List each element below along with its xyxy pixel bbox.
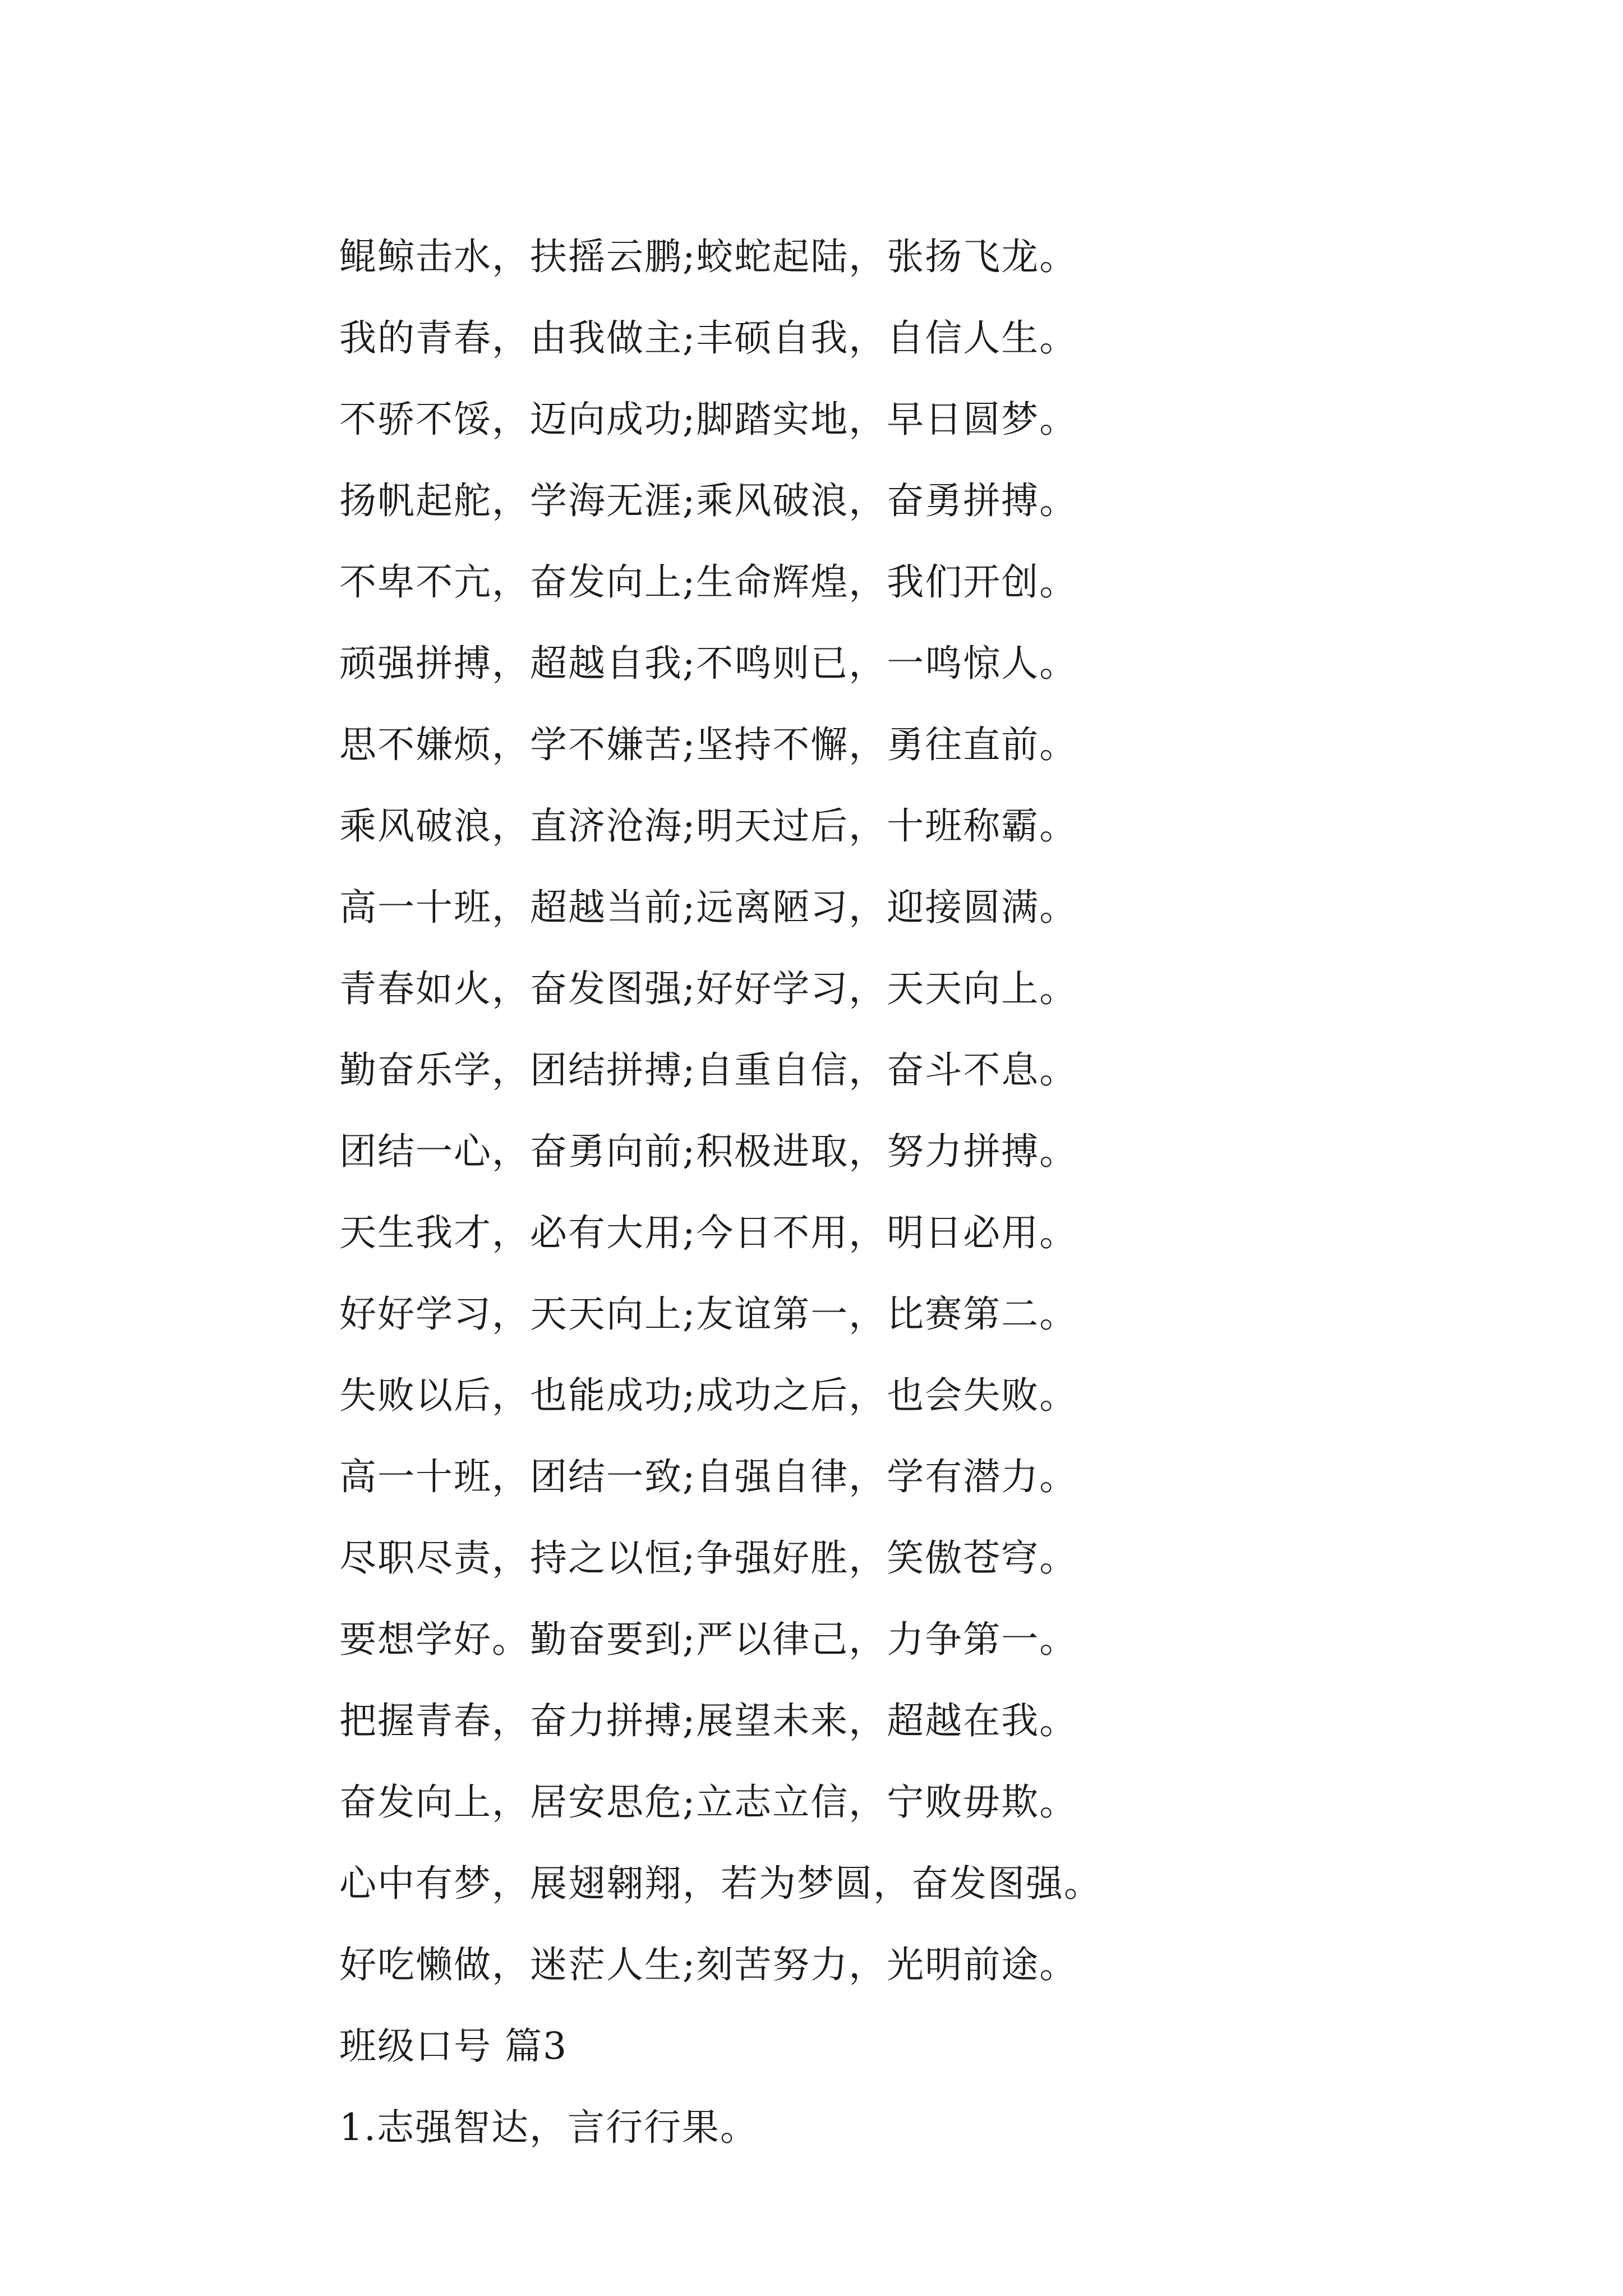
slogan-line: 天生我才，必有大用;今日不用，明日必用。 <box>339 1211 1078 1254</box>
slogan-list <box>339 216 1562 2168</box>
slogan-line: 尽职尽责，持之以恒;争强好胜，笑傲苍穹。 <box>339 1536 1078 1580</box>
slogan-line: 好好学习，天天向上;友谊第一，比赛第二。 <box>339 1292 1078 1336</box>
slogan-line: 失败以后，也能成功;成功之后，也会失败。 <box>339 1374 1078 1417</box>
slogan-line: 高一十班，超越当前;远离陋习，迎接圆满。 <box>339 886 1078 929</box>
slogan-line: 思不嫌烦，学不嫌苦;坚持不懈，勇往直前。 <box>339 723 1078 766</box>
numbered-item: 1.志强智达，言行行果。 <box>339 2106 758 2149</box>
slogan-line: 顽强拼搏，超越自我;不鸣则已，一鸣惊人。 <box>339 642 1078 685</box>
slogan-line: 不骄不馁，迈向成功;脚踏实地，早日圆梦。 <box>339 398 1078 441</box>
slogan-line: 鲲鲸击水，扶摇云鹏;蛟蛇起陆，张扬飞龙。 <box>339 235 1078 278</box>
slogan-line: 要想学好。勤奋要到;严以律己，力争第一。 <box>339 1618 1078 1661</box>
slogan-line: 心中有梦，展翅翱翔，若为梦圆，奋发图强。 <box>339 1862 1102 1905</box>
slogan-line: 团结一心，奋勇向前;积极进取，努力拼搏。 <box>339 1130 1078 1173</box>
slogan-line: 青春如火，奋发图强;好好学习，天天向上。 <box>339 967 1078 1010</box>
slogan-line: 勤奋乐学，团结拼搏;自重自信，奋斗不息。 <box>339 1048 1078 1092</box>
slogan-line: 把握青春，奋力拼搏;展望未来，超越在我。 <box>339 1699 1078 1742</box>
slogan-line: 好吃懒做，迷茫人生;刻苦努力，光明前途。 <box>339 1943 1078 1986</box>
slogan-line: 奋发向上，居安思危;立志立信，宁败毋欺。 <box>339 1780 1078 1824</box>
slogan-line: 乘风破浪，直济沧海;明天过后，十班称霸。 <box>339 804 1078 848</box>
slogan-line: 高一十班，团结一致;自强自律，学有潜力。 <box>339 1455 1078 1498</box>
slogan-line: 不卑不亢，奋发向上;生命辉煌，我们开创。 <box>339 560 1078 604</box>
slogan-line: 扬帆起舵，学海无涯;乘风破浪，奋勇拼搏。 <box>339 479 1078 522</box>
section-heading: 班级口号 篇3 <box>339 2024 568 2068</box>
slogan-line: 我的青春，由我做主;丰硕自我，自信人生。 <box>339 316 1078 360</box>
